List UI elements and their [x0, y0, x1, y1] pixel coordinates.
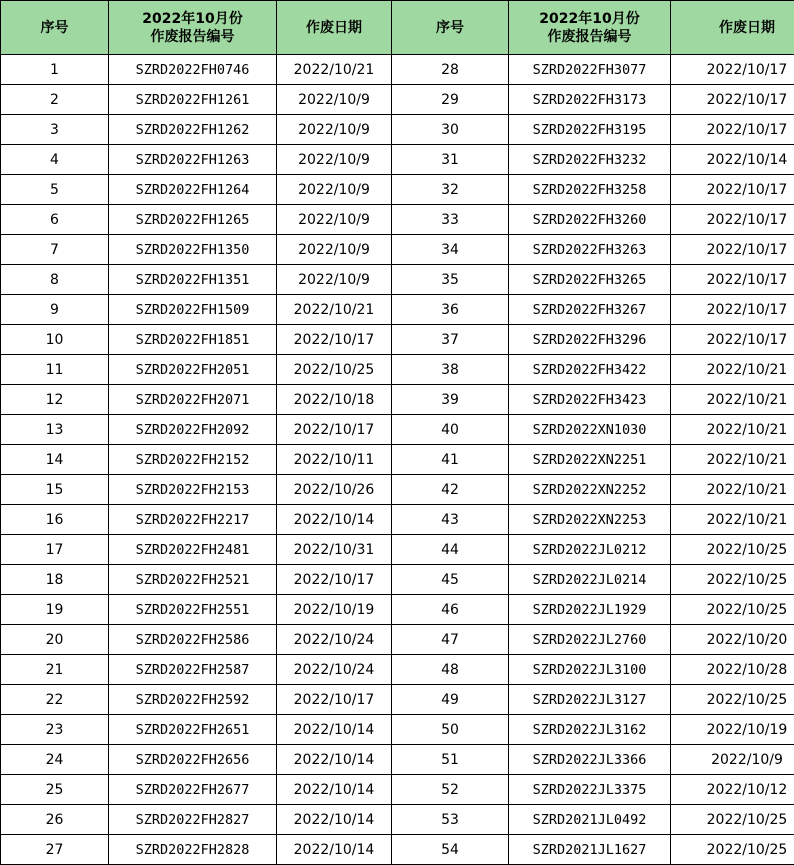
- void-date-cell: 2022/10/9: [277, 265, 392, 295]
- seq-cell: 26: [1, 805, 109, 835]
- table-row: [1, 205, 794, 235]
- void-date-cell: 2022/10/17: [671, 205, 794, 235]
- void-date-cell: 2022/10/17: [671, 55, 794, 85]
- report-code-cell: SZRD2022FH2651: [109, 715, 277, 745]
- seq-cell: 49: [392, 685, 509, 715]
- seq-cell: 36: [392, 295, 509, 325]
- report-code-cell: SZRD2022FH2677: [109, 775, 277, 805]
- void-date-cell: 2022/10/9: [671, 745, 794, 775]
- report-code-cell: SZRD2022FH3173: [509, 85, 671, 115]
- seq-cell: 40: [392, 415, 509, 445]
- report-code-cell: SZRD2022FH1851: [109, 325, 277, 355]
- void-date-cell: 2022/10/21: [671, 445, 794, 475]
- seq-cell: 54: [392, 835, 509, 865]
- table-row: [1, 55, 794, 85]
- seq-cell: 28: [392, 55, 509, 85]
- report-code-cell: SZRD2022FH2217: [109, 505, 277, 535]
- seq-cell: 21: [1, 655, 109, 685]
- void-date-cell: 2022/10/17: [671, 115, 794, 145]
- seq-cell: 17: [1, 535, 109, 565]
- seq-cell: 22: [1, 685, 109, 715]
- table-body: [1, 55, 794, 865]
- header-seq-right: 序号: [392, 1, 509, 55]
- report-code-cell: SZRD2022FH3077: [509, 55, 671, 85]
- report-code-cell: SZRD2022FH2551: [109, 595, 277, 625]
- void-date-cell: 2022/10/17: [671, 325, 794, 355]
- header-row: [1, 1, 794, 55]
- report-code-cell: SZRD2022FH0746: [109, 55, 277, 85]
- void-date-cell: 2022/10/9: [277, 145, 392, 175]
- void-date-cell: 2022/10/11: [277, 445, 392, 475]
- seq-cell: 4: [1, 145, 109, 175]
- void-date-cell: 2022/10/25: [671, 835, 794, 865]
- report-code-cell: SZRD2022FH2152: [109, 445, 277, 475]
- header-code-line1: 2022年10月份: [539, 10, 640, 27]
- seq-cell: 43: [392, 505, 509, 535]
- report-code-cell: SZRD2022FH2592: [109, 685, 277, 715]
- seq-cell: 29: [392, 85, 509, 115]
- report-code-cell: SZRD2022FH3260: [509, 205, 671, 235]
- report-code-cell: SZRD2022FH2481: [109, 535, 277, 565]
- void-date-cell: 2022/10/9: [277, 85, 392, 115]
- seq-cell: 24: [1, 745, 109, 775]
- table-row: [1, 445, 794, 475]
- void-date-cell: 2022/10/17: [277, 565, 392, 595]
- void-date-cell: 2022/10/19: [671, 715, 794, 745]
- report-code-cell: SZRD2022JL0214: [509, 565, 671, 595]
- void-date-cell: 2022/10/17: [671, 175, 794, 205]
- void-date-cell: 2022/10/17: [671, 295, 794, 325]
- table-row: [1, 115, 794, 145]
- void-date-cell: 2022/10/17: [277, 685, 392, 715]
- void-date-cell: 2022/10/12: [671, 775, 794, 805]
- void-date-cell: 2022/10/9: [277, 175, 392, 205]
- void-date-cell: 2022/10/14: [671, 145, 794, 175]
- seq-cell: 11: [1, 355, 109, 385]
- void-date-cell: 2022/10/31: [277, 535, 392, 565]
- seq-cell: 5: [1, 175, 109, 205]
- table-row: [1, 415, 794, 445]
- report-code-cell: SZRD2022JL0212: [509, 535, 671, 565]
- seq-cell: 47: [392, 625, 509, 655]
- report-code-cell: SZRD2022FH2051: [109, 355, 277, 385]
- void-date-cell: 2022/10/25: [671, 595, 794, 625]
- seq-cell: 7: [1, 235, 109, 265]
- table-row: [1, 175, 794, 205]
- report-code-cell: SZRD2022FH3296: [509, 325, 671, 355]
- table-row: [1, 685, 794, 715]
- void-date-cell: 2022/10/14: [277, 745, 392, 775]
- seq-cell: 12: [1, 385, 109, 415]
- void-date-cell: 2022/10/21: [671, 385, 794, 415]
- seq-cell: 25: [1, 775, 109, 805]
- table-row: [1, 835, 794, 865]
- header-seq-left: 序号: [1, 1, 109, 55]
- void-date-cell: 2022/10/9: [277, 115, 392, 145]
- report-code-cell: SZRD2022JL3100: [509, 655, 671, 685]
- void-date-cell: 2022/10/20: [671, 625, 794, 655]
- report-code-cell: SZRD2022XN2252: [509, 475, 671, 505]
- report-code-cell: SZRD2022FH3232: [509, 145, 671, 175]
- void-date-cell: 2022/10/21: [671, 355, 794, 385]
- seq-cell: 37: [392, 325, 509, 355]
- report-code-cell: SZRD2022FH1264: [109, 175, 277, 205]
- report-code-cell: SZRD2022FH2521: [109, 565, 277, 595]
- seq-cell: 20: [1, 625, 109, 655]
- seq-cell: 30: [392, 115, 509, 145]
- void-date-cell: 2022/10/25: [671, 685, 794, 715]
- report-code-cell: SZRD2022XN1030: [509, 415, 671, 445]
- report-code-cell: SZRD2022FH1350: [109, 235, 277, 265]
- table-row: [1, 235, 794, 265]
- void-date-cell: 2022/10/9: [277, 235, 392, 265]
- report-code-cell: SZRD2022FH3422: [509, 355, 671, 385]
- void-date-cell: 2022/10/21: [277, 295, 392, 325]
- seq-cell: 27: [1, 835, 109, 865]
- seq-cell: 8: [1, 265, 109, 295]
- seq-cell: 38: [392, 355, 509, 385]
- void-date-cell: 2022/10/21: [671, 415, 794, 445]
- report-code-cell: SZRD2022FH1261: [109, 85, 277, 115]
- void-date-cell: 2022/10/25: [277, 355, 392, 385]
- seq-cell: 31: [392, 145, 509, 175]
- table-row: [1, 805, 794, 835]
- void-date-cell: 2022/10/14: [277, 505, 392, 535]
- void-date-cell: 2022/10/28: [671, 655, 794, 685]
- table-header: [1, 1, 794, 55]
- seq-cell: 10: [1, 325, 109, 355]
- void-date-cell: 2022/10/17: [671, 265, 794, 295]
- void-date-cell: 2022/10/14: [277, 805, 392, 835]
- void-date-cell: 2022/10/17: [277, 325, 392, 355]
- seq-cell: 23: [1, 715, 109, 745]
- seq-cell: 19: [1, 595, 109, 625]
- seq-cell: 41: [392, 445, 509, 475]
- void-date-cell: 2022/10/25: [671, 535, 794, 565]
- void-date-cell: 2022/10/17: [671, 235, 794, 265]
- seq-cell: 6: [1, 205, 109, 235]
- header-date-right: 作废日期: [671, 1, 794, 55]
- report-code-cell: SZRD2022JL3366: [509, 745, 671, 775]
- seq-cell: 14: [1, 445, 109, 475]
- void-date-cell: 2022/10/9: [277, 205, 392, 235]
- report-code-cell: SZRD2022FH2071: [109, 385, 277, 415]
- table-row: [1, 325, 794, 355]
- seq-cell: 15: [1, 475, 109, 505]
- report-code-cell: SZRD2021JL0492: [509, 805, 671, 835]
- report-code-cell: SZRD2022FH3265: [509, 265, 671, 295]
- seq-cell: 1: [1, 55, 109, 85]
- void-date-cell: 2022/10/24: [277, 655, 392, 685]
- seq-cell: 50: [392, 715, 509, 745]
- report-code-cell: SZRD2022FH3263: [509, 235, 671, 265]
- header-date-left: 作废日期: [277, 1, 392, 55]
- report-code-cell: SZRD2022FH2092: [109, 415, 277, 445]
- seq-cell: 18: [1, 565, 109, 595]
- header-code-line2: 作废报告编号: [150, 28, 235, 45]
- seq-cell: 44: [392, 535, 509, 565]
- report-code-cell: SZRD2022FH2827: [109, 805, 277, 835]
- table-row: [1, 385, 794, 415]
- header-code-left: [109, 1, 277, 55]
- header-code-line2: 作废报告编号: [547, 28, 632, 45]
- report-code-cell: SZRD2022FH3258: [509, 175, 671, 205]
- report-code-cell: SZRD2022FH2586: [109, 625, 277, 655]
- table-row: [1, 355, 794, 385]
- table-row: [1, 745, 794, 775]
- table-row: [1, 265, 794, 295]
- table-row: [1, 505, 794, 535]
- table-row: [1, 295, 794, 325]
- void-date-cell: 2022/10/26: [277, 475, 392, 505]
- seq-cell: 51: [392, 745, 509, 775]
- void-date-cell: 2022/10/19: [277, 595, 392, 625]
- void-date-cell: 2022/10/24: [277, 625, 392, 655]
- report-code-cell: SZRD2022FH2656: [109, 745, 277, 775]
- table-row: [1, 565, 794, 595]
- seq-cell: 52: [392, 775, 509, 805]
- table-row: [1, 85, 794, 115]
- report-code-cell: SZRD2022FH1265: [109, 205, 277, 235]
- seq-cell: 53: [392, 805, 509, 835]
- seq-cell: 3: [1, 115, 109, 145]
- report-code-cell: SZRD2022FH1509: [109, 295, 277, 325]
- seq-cell: 45: [392, 565, 509, 595]
- seq-cell: 9: [1, 295, 109, 325]
- report-code-cell: SZRD2022FH1351: [109, 265, 277, 295]
- void-date-cell: 2022/10/14: [277, 715, 392, 745]
- void-date-cell: 2022/10/17: [671, 85, 794, 115]
- void-date-cell: 2022/10/25: [671, 565, 794, 595]
- table-row: [1, 655, 794, 685]
- void-date-cell: 2022/10/14: [277, 775, 392, 805]
- report-code-cell: SZRD2022FH3267: [509, 295, 671, 325]
- seq-cell: 35: [392, 265, 509, 295]
- report-code-cell: SZRD2022XN2253: [509, 505, 671, 535]
- void-date-cell: 2022/10/18: [277, 385, 392, 415]
- table-row: [1, 775, 794, 805]
- report-code-cell: SZRD2022JL1929: [509, 595, 671, 625]
- void-date-cell: 2022/10/17: [277, 415, 392, 445]
- void-date-cell: 2022/10/21: [671, 475, 794, 505]
- table-row: [1, 625, 794, 655]
- header-code-right: [509, 1, 671, 55]
- table-row: [1, 145, 794, 175]
- report-code-cell: SZRD2022JL3127: [509, 685, 671, 715]
- header-code-line1: 2022年10月份: [142, 10, 243, 27]
- report-code-cell: SZRD2022JL2760: [509, 625, 671, 655]
- seq-cell: 46: [392, 595, 509, 625]
- seq-cell: 13: [1, 415, 109, 445]
- seq-cell: 39: [392, 385, 509, 415]
- seq-cell: 32: [392, 175, 509, 205]
- void-date-cell: 2022/10/21: [671, 505, 794, 535]
- table-row: [1, 715, 794, 745]
- report-code-cell: SZRD2022FH3195: [509, 115, 671, 145]
- report-code-cell: SZRD2022JL3375: [509, 775, 671, 805]
- table-row: [1, 595, 794, 625]
- report-code-cell: SZRD2022FH1263: [109, 145, 277, 175]
- seq-cell: 42: [392, 475, 509, 505]
- seq-cell: 33: [392, 205, 509, 235]
- seq-cell: 48: [392, 655, 509, 685]
- void-date-cell: 2022/10/21: [277, 55, 392, 85]
- table-row: [1, 475, 794, 505]
- report-code-cell: SZRD2021JL1627: [509, 835, 671, 865]
- seq-cell: 2: [1, 85, 109, 115]
- report-code-cell: SZRD2022FH1262: [109, 115, 277, 145]
- report-code-cell: SZRD2022FH2828: [109, 835, 277, 865]
- report-code-cell: SZRD2022FH2587: [109, 655, 277, 685]
- seq-cell: 34: [392, 235, 509, 265]
- void-date-cell: 2022/10/14: [277, 835, 392, 865]
- seq-cell: 16: [1, 505, 109, 535]
- report-code-cell: SZRD2022JL3162: [509, 715, 671, 745]
- report-code-cell: SZRD2022FH3423: [509, 385, 671, 415]
- report-code-cell: SZRD2022FH2153: [109, 475, 277, 505]
- report-code-cell: SZRD2022XN2251: [509, 445, 671, 475]
- table-row: [1, 535, 794, 565]
- void-date-cell: 2022/10/25: [671, 805, 794, 835]
